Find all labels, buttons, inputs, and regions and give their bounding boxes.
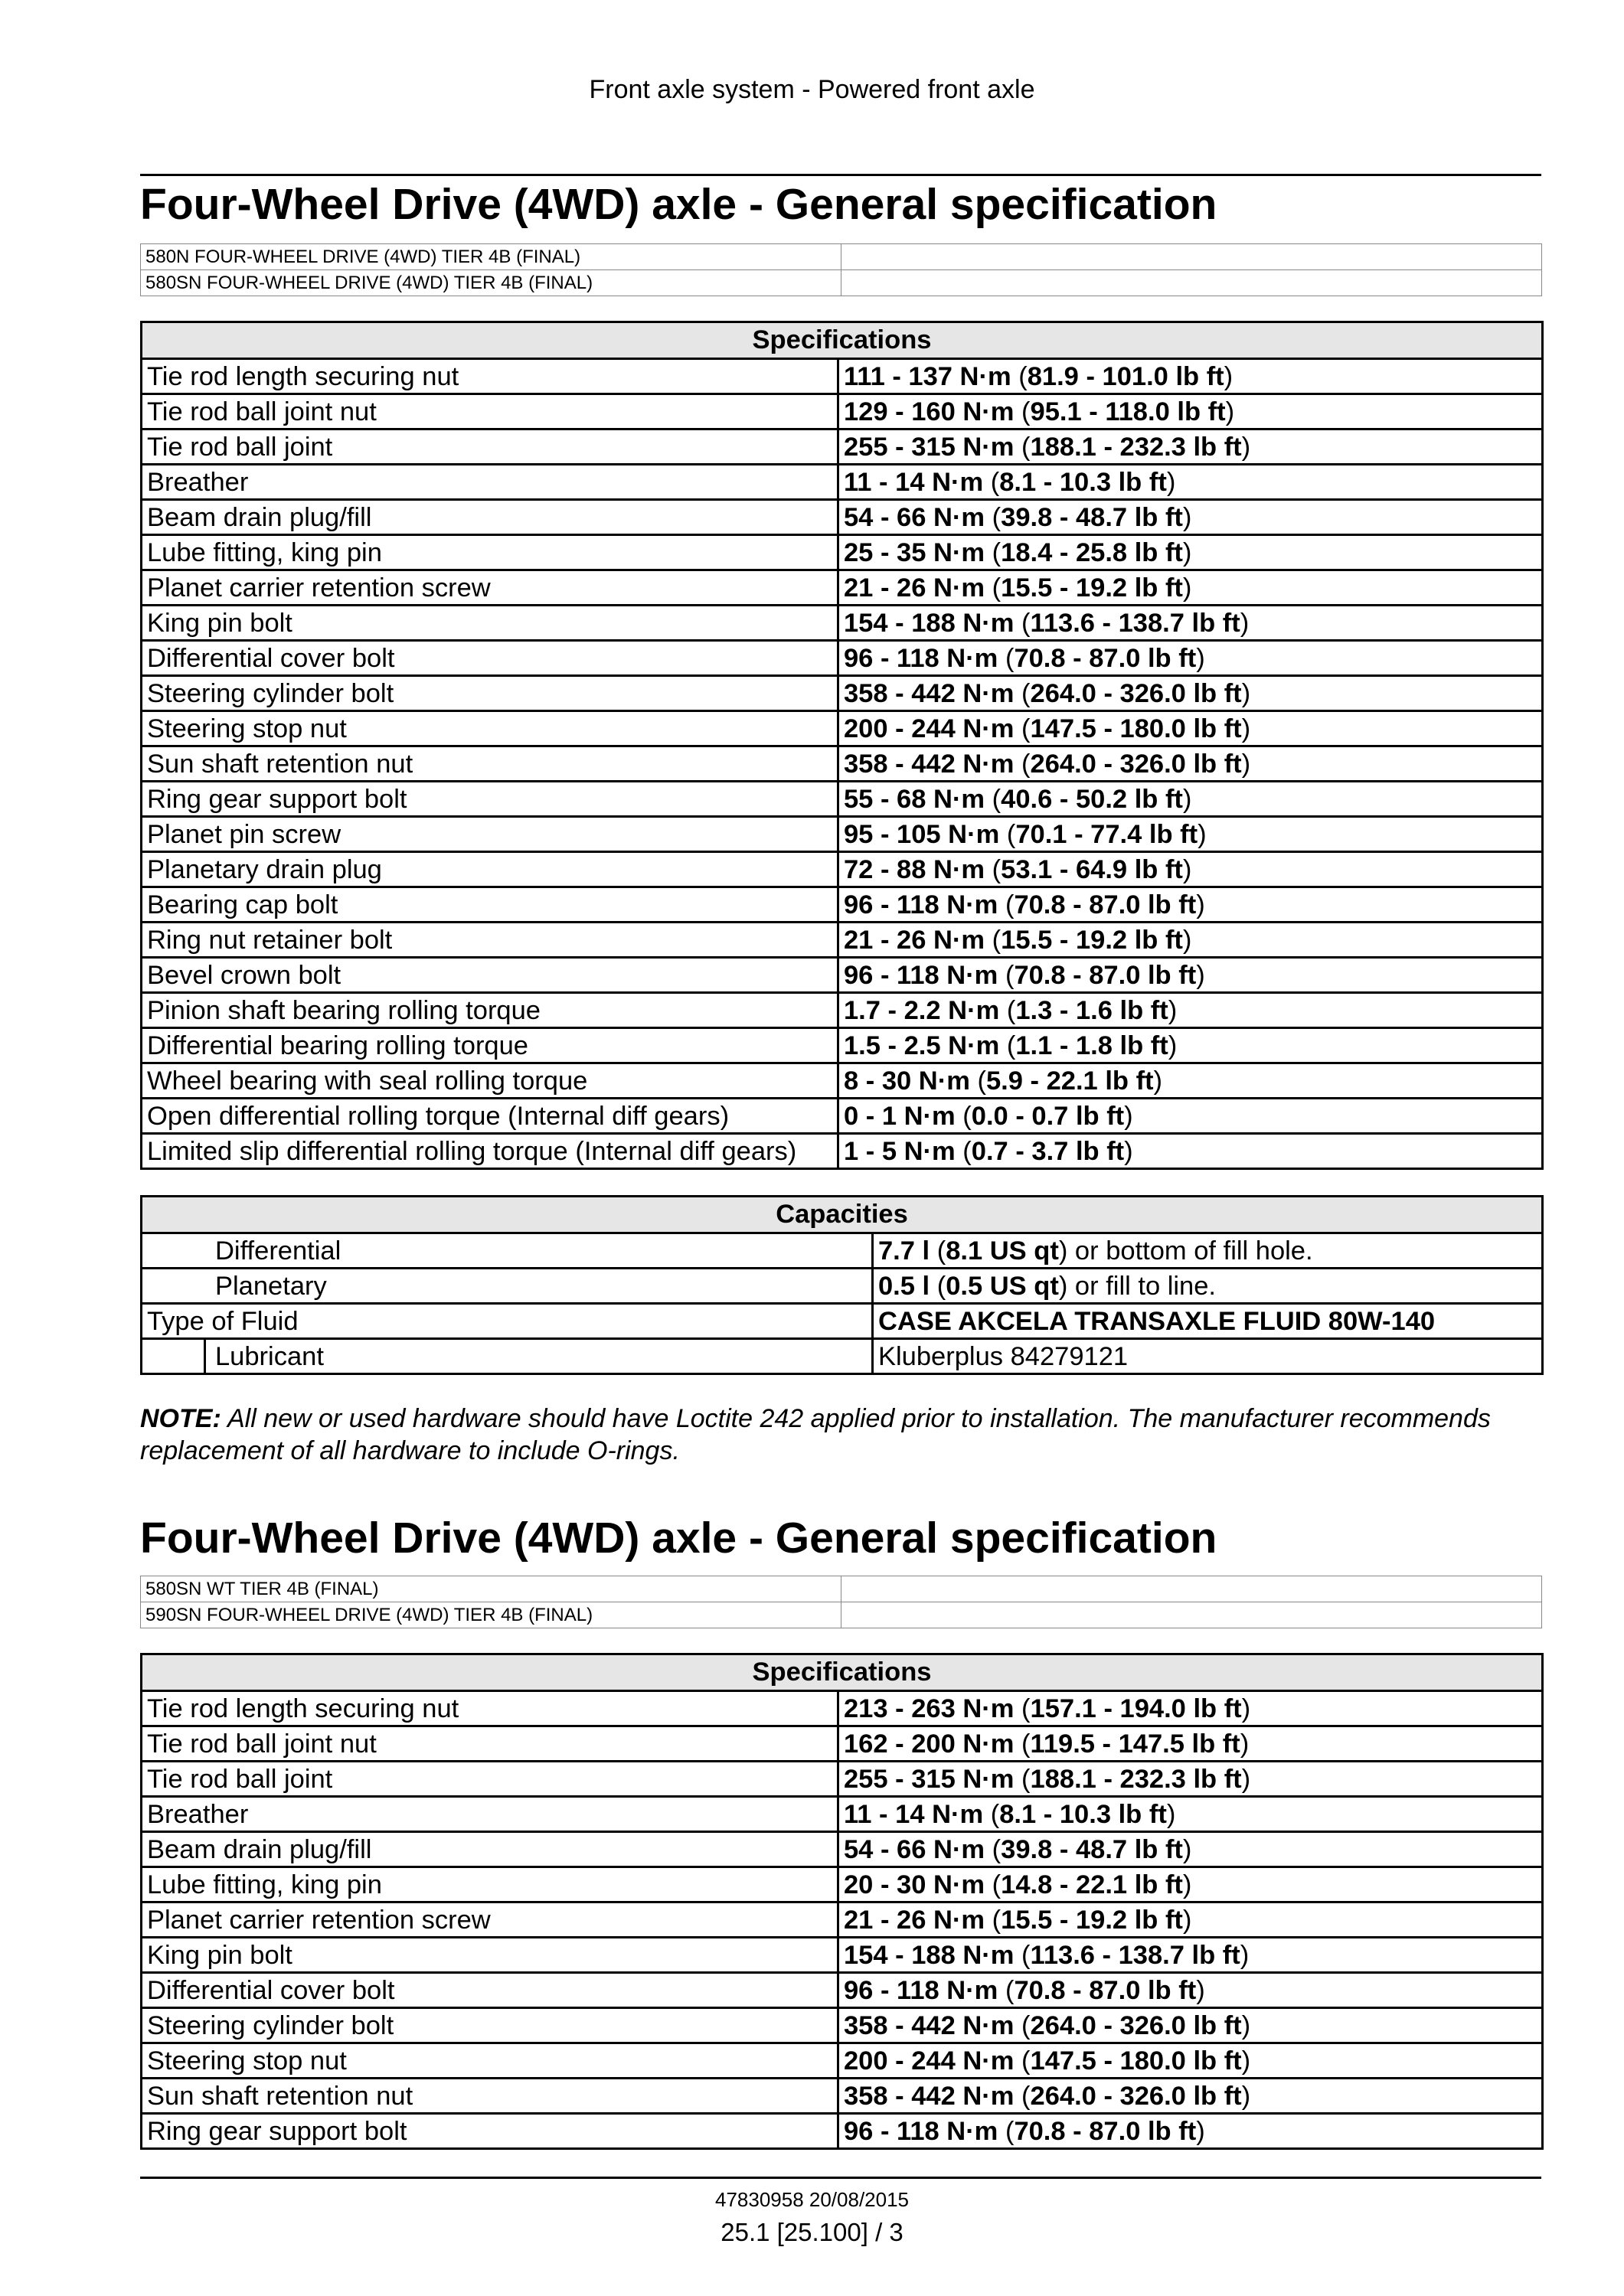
spec-label: Bevel crown bolt	[142, 958, 838, 993]
capacity-label: Lubricant	[142, 1339, 873, 1374]
spec-row	[142, 641, 1543, 676]
model-row	[141, 244, 1542, 270]
spec-row	[142, 782, 1543, 817]
spec-row	[142, 1726, 1543, 1762]
model-name: 580N FOUR-WHEEL DRIVE (4WD) TIER 4B (FINAL)	[141, 244, 841, 270]
spec-value: 358 - 442 N·m (264.0 - 326.0 lb ft)	[838, 746, 1543, 782]
spec-label: Planet carrier retention screw	[142, 570, 838, 606]
spec-label: Tie rod ball joint	[142, 429, 838, 465]
capacity-row	[142, 1269, 1543, 1304]
spec-value: 25 - 35 N·m (18.4 - 25.8 lb ft)	[838, 535, 1543, 570]
header-rule	[140, 174, 1541, 176]
spec-label: Lube fitting, king pin	[142, 1867, 838, 1902]
spec-row	[142, 2043, 1543, 2079]
spec-value: 96 - 118 N·m (70.8 - 87.0 lb ft)	[838, 641, 1543, 676]
spec-label: Steering cylinder bolt	[142, 676, 838, 711]
spec-value: 129 - 160 N·m (95.1 - 118.0 lb ft)	[838, 394, 1543, 429]
spec-label: Steering cylinder bolt	[142, 2008, 838, 2043]
spec-label: Tie rod length securing nut	[142, 359, 838, 394]
spec-value: 154 - 188 N·m (113.6 - 138.7 lb ft)	[838, 606, 1543, 641]
spec-label: Differential cover bolt	[142, 1973, 838, 2008]
spec-label: Tie rod ball joint	[142, 1762, 838, 1797]
spec-row	[142, 887, 1543, 923]
spec-label: Steering stop nut	[142, 2043, 838, 2079]
spec-label: Wheel bearing with seal rolling torque	[142, 1063, 838, 1099]
spec-row	[142, 676, 1543, 711]
model-row	[141, 1602, 1542, 1628]
spec-row	[142, 711, 1543, 746]
section2-models-table	[140, 1576, 1542, 1628]
spec-row	[142, 1099, 1543, 1134]
spec-row	[142, 465, 1543, 500]
spec-row	[142, 746, 1543, 782]
model-row	[141, 1576, 1542, 1602]
spec-value: 96 - 118 N·m (70.8 - 87.0 lb ft)	[838, 887, 1543, 923]
spec-value: 11 - 14 N·m (8.1 - 10.3 lb ft)	[838, 465, 1543, 500]
spec-row	[142, 394, 1543, 429]
footer-rule	[140, 2177, 1541, 2179]
spec-row	[142, 1973, 1543, 2008]
spec-row	[142, 606, 1543, 641]
section1-heading: Four-Wheel Drive (4WD) axle - General specification	[140, 180, 1217, 229]
capacity-value: 7.7 l (8.1 US qt) or bottom of fill hole.	[873, 1233, 1543, 1269]
spec-value: 21 - 26 N·m (15.5 - 19.2 lb ft)	[838, 570, 1543, 606]
spec-label: Differential bearing rolling torque	[142, 1028, 838, 1063]
spec-value: 54 - 66 N·m (39.8 - 48.7 lb ft)	[838, 1832, 1543, 1867]
spec-row	[142, 1063, 1543, 1099]
spec-label: Ring nut retainer bolt	[142, 923, 838, 958]
spec-label: Tie rod ball joint nut	[142, 394, 838, 429]
spec-label: Bearing cap bolt	[142, 887, 838, 923]
spec-row	[142, 2079, 1543, 2114]
spec-label: Ring gear support bolt	[142, 782, 838, 817]
model-empty	[841, 1576, 1542, 1602]
spec-value: 21 - 26 N·m (15.5 - 19.2 lb ft)	[838, 923, 1543, 958]
section2-specifications-table	[140, 1653, 1544, 2150]
spec-row	[142, 2008, 1543, 2043]
capacity-value: CASE AKCELA TRANSAXLE FLUID 80W-140	[873, 1304, 1543, 1339]
section1-capacities-table	[140, 1195, 1544, 1375]
spec-row	[142, 535, 1543, 570]
spec-value: 55 - 68 N·m (40.6 - 50.2 lb ft)	[838, 782, 1543, 817]
spec-value: 1.7 - 2.2 N·m (1.3 - 1.6 lb ft)	[838, 993, 1543, 1028]
spec-row	[142, 570, 1543, 606]
spec-value: 20 - 30 N·m (14.8 - 22.1 lb ft)	[838, 1867, 1543, 1902]
spec-value: 200 - 244 N·m (147.5 - 180.0 lb ft)	[838, 2043, 1543, 2079]
section2-heading: Four-Wheel Drive (4WD) axle - General specification	[140, 1514, 1217, 1563]
spec-label: Differential cover bolt	[142, 641, 838, 676]
spec-row	[142, 1797, 1543, 1832]
spec-label: Planet pin screw	[142, 817, 838, 852]
spec-row	[142, 500, 1543, 535]
note-text: All new or used hardware should have Loctite 242 applied prior to installation. The manufacturer recommends replacement of all hardware to include O-rings.	[140, 1404, 1491, 1465]
spec-row	[142, 359, 1543, 394]
specifications-title: Specifications	[142, 1654, 1543, 1691]
spec-row	[142, 923, 1543, 958]
model-row	[141, 270, 1542, 296]
spec-row	[142, 817, 1543, 852]
spec-label: Beam drain plug/fill	[142, 500, 838, 535]
capacity-label: Type of Fluid	[142, 1304, 873, 1339]
capacity-value: Kluberplus 84279121	[873, 1339, 1543, 1374]
spec-row	[142, 1832, 1543, 1867]
model-name: 580SN FOUR-WHEEL DRIVE (4WD) TIER 4B (FINAL)	[141, 270, 841, 296]
model-name: 590SN FOUR-WHEEL DRIVE (4WD) TIER 4B (FINAL)	[141, 1602, 841, 1628]
spec-value: 255 - 315 N·m (188.1 - 232.3 lb ft)	[838, 429, 1543, 465]
spec-row	[142, 1028, 1543, 1063]
spec-value: 95 - 105 N·m (70.1 - 77.4 lb ft)	[838, 817, 1543, 852]
spec-value: 200 - 244 N·m (147.5 - 180.0 lb ft)	[838, 711, 1543, 746]
model-empty	[841, 270, 1542, 296]
spec-value: 96 - 118 N·m (70.8 - 87.0 lb ft)	[838, 1973, 1543, 2008]
spec-label: Tie rod length securing nut	[142, 1691, 838, 1726]
spec-row	[142, 1938, 1543, 1973]
spec-label: Limited slip differential rolling torque (Internal diff gears)	[142, 1134, 838, 1169]
spec-value: 96 - 118 N·m (70.8 - 87.0 lb ft)	[838, 958, 1543, 993]
spec-value: 255 - 315 N·m (188.1 - 232.3 lb ft)	[838, 1762, 1543, 1797]
capacity-label: Planetary	[142, 1269, 873, 1304]
spec-label: Planet carrier retention screw	[142, 1902, 838, 1938]
spec-value: 96 - 118 N·m (70.8 - 87.0 lb ft)	[838, 2114, 1543, 2149]
spec-value: 11 - 14 N·m (8.1 - 10.3 lb ft)	[838, 1797, 1543, 1832]
section1-specifications-table	[140, 321, 1544, 1170]
spec-label: Open differential rolling torque (Internal diff gears)	[142, 1099, 838, 1134]
spec-row	[142, 1762, 1543, 1797]
spec-value: 72 - 88 N·m (53.1 - 64.9 lb ft)	[838, 852, 1543, 887]
footer-doc-id: 47830958 20/08/2015	[714, 2188, 910, 2211]
spec-value: 8 - 30 N·m (5.9 - 22.1 lb ft)	[838, 1063, 1543, 1099]
spec-label: Pinion shaft bearing rolling torque	[142, 993, 838, 1028]
spec-label: Steering stop nut	[142, 711, 838, 746]
spec-row	[142, 852, 1543, 887]
capacity-row	[142, 1304, 1543, 1339]
spec-label: Tie rod ball joint nut	[142, 1726, 838, 1762]
spec-row	[142, 1134, 1543, 1169]
spec-row	[142, 1867, 1543, 1902]
spec-value: 1 - 5 N·m (0.7 - 3.7 lb ft)	[838, 1134, 1543, 1169]
spec-label: Sun shaft retention nut	[142, 746, 838, 782]
page-header: Front axle system - Powered front axle	[589, 75, 1035, 104]
spec-row	[142, 2114, 1543, 2149]
spec-value: 162 - 200 N·m (119.5 - 147.5 lb ft)	[838, 1726, 1543, 1762]
spec-value: 154 - 188 N·m (113.6 - 138.7 lb ft)	[838, 1938, 1543, 1973]
spec-value: 0 - 1 N·m (0.0 - 0.7 lb ft)	[838, 1099, 1543, 1134]
footer-page-number: 25.1 [25.100] / 3	[721, 2218, 903, 2246]
spec-row	[142, 429, 1543, 465]
spec-label: Lube fitting, king pin	[142, 535, 838, 570]
spec-label: Sun shaft retention nut	[142, 2079, 838, 2114]
note-label: NOTE:	[140, 1404, 221, 1433]
spec-label: Breather	[142, 465, 838, 500]
spec-value: 358 - 442 N·m (264.0 - 326.0 lb ft)	[838, 2008, 1543, 2043]
model-name: 580SN WT TIER 4B (FINAL)	[141, 1576, 841, 1602]
capacity-value: 0.5 l (0.5 US qt) or fill to line.	[873, 1269, 1543, 1304]
spec-label: Beam drain plug/fill	[142, 1832, 838, 1867]
spec-value: 111 - 137 N·m (81.9 - 101.0 lb ft)	[838, 359, 1543, 394]
spec-label: King pin bolt	[142, 606, 838, 641]
specifications-title: Specifications	[142, 322, 1543, 359]
model-empty	[841, 244, 1542, 270]
capacity-label: Differential	[142, 1233, 873, 1269]
spec-value: 21 - 26 N·m (15.5 - 19.2 lb ft)	[838, 1902, 1543, 1938]
spec-value: 1.5 - 2.5 N·m (1.1 - 1.8 lb ft)	[838, 1028, 1543, 1063]
spec-value: 54 - 66 N·m (39.8 - 48.7 lb ft)	[838, 500, 1543, 535]
spec-row	[142, 958, 1543, 993]
spec-value: 358 - 442 N·m (264.0 - 326.0 lb ft)	[838, 2079, 1543, 2114]
spec-label: King pin bolt	[142, 1938, 838, 1973]
spec-label: Planetary drain plug	[142, 852, 838, 887]
spec-label: Breather	[142, 1797, 838, 1832]
spec-row	[142, 1902, 1543, 1938]
section1-models-table	[140, 243, 1542, 296]
spec-value: 358 - 442 N·m (264.0 - 326.0 lb ft)	[838, 676, 1543, 711]
model-empty	[841, 1602, 1542, 1628]
note	[140, 1403, 1541, 1467]
capacity-row	[142, 1233, 1543, 1269]
capacity-row	[142, 1339, 1543, 1374]
spec-row	[142, 1691, 1543, 1726]
spec-row	[142, 993, 1543, 1028]
capacities-title: Capacities	[142, 1197, 1543, 1233]
spec-value: 213 - 263 N·m (157.1 - 194.0 lb ft)	[838, 1691, 1543, 1726]
spec-label: Ring gear support bolt	[142, 2114, 838, 2149]
